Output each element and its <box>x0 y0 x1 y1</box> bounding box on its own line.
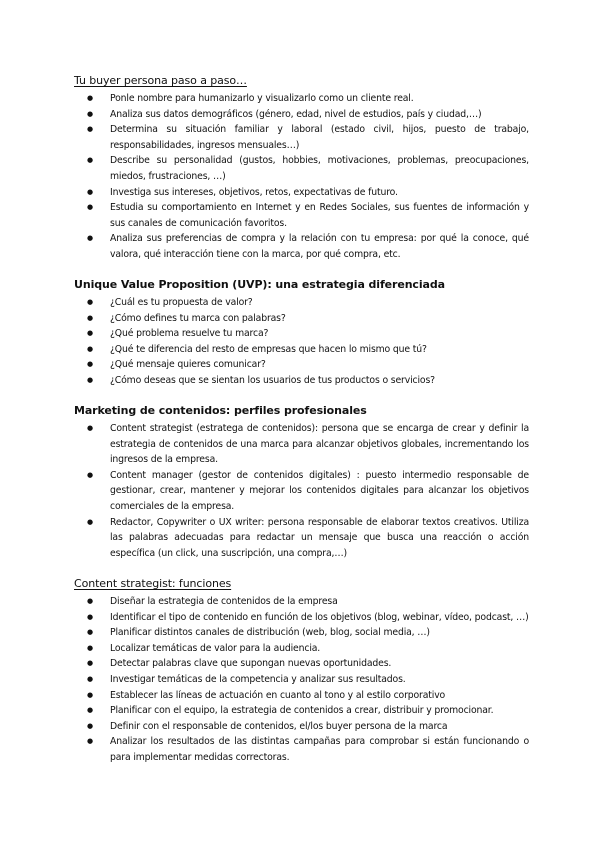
section-content-strategist <box>74 577 529 766</box>
list-item: ● Ponle nombre para humanizarlo y visualizarlo como un cliente real. <box>74 91 529 107</box>
list-item: ● Planificar con el equipo, la estrategia de contenidos a crear, distribuir y promocionar. <box>74 703 529 719</box>
list-item: ● ¿Cuál es tu propuesta de valor? <box>74 295 529 311</box>
section-content-marketing <box>74 404 529 561</box>
section-heading: Unique Value Proposition (UVP): una estrategia diferenciada <box>74 278 445 291</box>
list-item: ● Investiga sus intereses, objetivos, retos, expectativas de futuro. <box>74 185 529 201</box>
list-item: ● Describe su personalidad (gustos, hobbies, motivaciones, problemas, preocupaciones, miedos, frustraciones, …) <box>74 153 529 184</box>
list-item: ● Diseñar la estrategia de contenidos de la empresa <box>74 594 529 610</box>
section-heading: Content strategist: funciones <box>74 577 232 590</box>
list-item: ● Estudia su comportamiento en Internet y en Redes Sociales, sus fuentes de información y sus canales de comunicación favoritos. <box>74 200 529 231</box>
list-item: ● Detectar palabras clave que supongan nuevas oportunidades. <box>74 656 529 672</box>
list-item: ● Localizar temáticas de valor para la audiencia. <box>74 641 529 657</box>
list-item: ● Analizar los resultados de las distintas campañas para comprobar si están funcionando o para implementar medidas correctoras. <box>74 734 529 765</box>
list-item: ● ¿Qué te diferencia del resto de empresas que hacen lo mismo que tú? <box>74 342 529 358</box>
section-uvp <box>74 278 529 389</box>
section-heading: Marketing de contenidos: perfiles profesionales <box>74 404 367 417</box>
bullet-list <box>74 91 529 263</box>
section-buyer-persona <box>74 74 529 263</box>
list-item: ● ¿Cómo defines tu marca con palabras? <box>74 311 529 327</box>
list-item: ● Determina su situación familiar y laboral (estado civil, hijos, puesto de trabajo, responsabilidades, ingresos mensuales…) <box>74 122 529 153</box>
section-heading: Tu buyer persona paso a paso… <box>74 74 247 87</box>
list-item: ● Investigar temáticas de la competencia y analizar sus resultados. <box>74 672 529 688</box>
list-item: ● Planificar distintos canales de distribución (web, blog, social media, …) <box>74 625 529 641</box>
bullet-list <box>74 594 529 766</box>
bullet-list <box>74 421 529 561</box>
list-item: ● ¿Cómo deseas que se sientan los usuarios de tus productos o servicios? <box>74 373 529 389</box>
list-item: ● ¿Qué mensaje quieres comunicar? <box>74 357 529 373</box>
list-item: ● Analiza sus datos demográficos (género, edad, nivel de estudios, país y ciudad,…) <box>74 107 529 123</box>
list-item: ● Establecer las líneas de actuación en cuanto al tono y al estilo corporativo <box>74 688 529 704</box>
list-item: ● Content strategist (estratega de contenidos): persona que se encarga de crear y definir la estrategia de contenidos de una marca para alcanzar objetivos globales, incrementando los ingresos de la empresa. <box>74 421 529 468</box>
list-item: ● Redactor, Copywriter o UX writer: persona responsable de elaborar textos creativos. Utiliza las palabras adecuadas para redactar un mensaje que busca una reacción o acción específica (un click, una suscripción, una compra,…) <box>74 515 529 562</box>
list-item: ● ¿Qué problema resuelve tu marca? <box>74 326 529 342</box>
bullet-list <box>74 295 529 389</box>
list-item: ● Content manager (gestor de contenidos digitales) : puesto intermedio responsable de gestionar, crear, mantener y mejorar los contenidos digitales para alcanzar los objetivos comerciales de la empresa. <box>74 468 529 515</box>
list-item: ● Definir con el responsable de contenidos, el/los buyer persona de la marca <box>74 719 529 735</box>
list-item: ● Analiza sus preferencias de compra y la relación con tu empresa: por qué la conoce, qué valora, qué interacción tiene con la marca, por qué compra, etc. <box>74 231 529 262</box>
list-item: ● Identificar el tipo de contenido en función de los objetivos (blog, webinar, vídeo, podcast, …) <box>74 610 529 626</box>
